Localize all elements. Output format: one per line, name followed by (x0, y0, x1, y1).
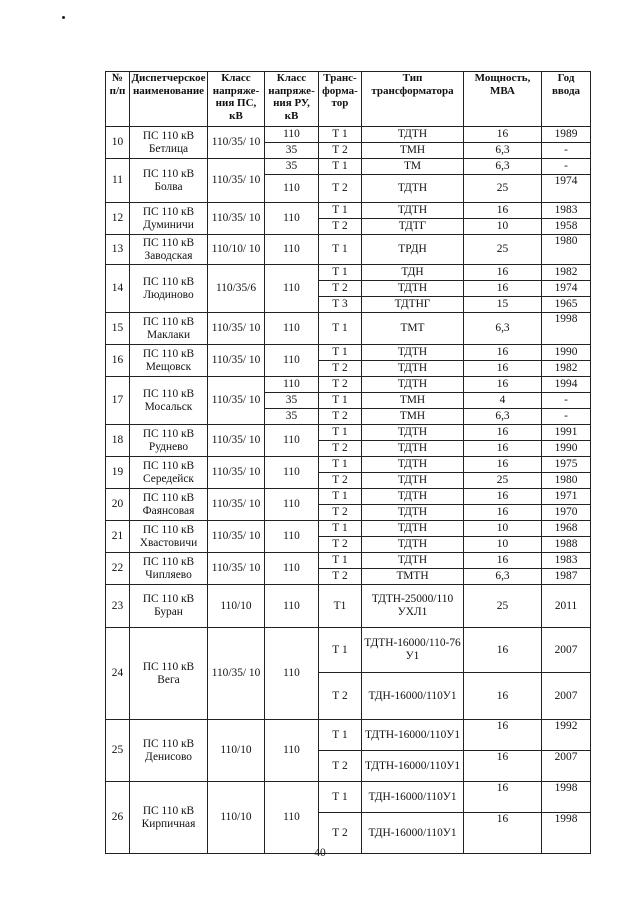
year: 1974 (542, 281, 591, 297)
substation-name: ПС 110 кВ Кирпичная (130, 782, 208, 854)
year: 2011 (542, 585, 591, 628)
transformer-type: ТДН-16000/110У1 (362, 813, 464, 854)
substation-name: ПС 110 кВ Середейск (130, 457, 208, 489)
ps-voltage: 110/35/ 10 (208, 377, 265, 425)
substation-name: ПС 110 кВ Чипляево (130, 553, 208, 585)
power: 16 (464, 377, 542, 393)
transformer: Т 2 (319, 281, 362, 297)
table-row (106, 553, 591, 569)
transformer: Т 1 (319, 345, 362, 361)
power: 15 (464, 297, 542, 313)
power: 25 (464, 473, 542, 489)
transformer: Т 2 (319, 175, 362, 203)
header-transformer: Транс-форма-тор (319, 72, 362, 127)
row-num: 12 (106, 203, 130, 235)
power: 10 (464, 521, 542, 537)
substation-name: ПС 110 кВ Думиничи (130, 203, 208, 235)
year: 1980 (542, 473, 591, 489)
power: 4 (464, 393, 542, 409)
power: 16 (464, 265, 542, 281)
ru-voltage: 110 (265, 175, 319, 203)
transformer: Т 1 (319, 457, 362, 473)
year: 1980 (542, 235, 591, 265)
year: 1989 (542, 127, 591, 143)
power: 16 (464, 441, 542, 457)
transformer: Т 1 (319, 393, 362, 409)
year: 2007 (542, 673, 591, 720)
year: 1983 (542, 203, 591, 219)
ru-voltage: 110 (265, 521, 319, 553)
ps-voltage: 110/35/ 10 (208, 489, 265, 521)
ps-voltage: 110/10/ 10 (208, 235, 265, 265)
power: 6,3 (464, 159, 542, 175)
year: 1975 (542, 457, 591, 473)
transformer: Т 1 (319, 425, 362, 441)
header-name: Диспетчерское наименование (130, 72, 208, 127)
transformer-type: ТМТ (362, 313, 464, 345)
row-num: 16 (106, 345, 130, 377)
transformer: Т 1 (319, 553, 362, 569)
transformer: Т 1 (319, 628, 362, 673)
transformer-type: ТДТН (362, 175, 464, 203)
substation-name: ПС 110 кВ Болва (130, 159, 208, 203)
row-num: 13 (106, 235, 130, 265)
transformer: Т 1 (319, 235, 362, 265)
substation-name: ПС 110 кВ Бетлица (130, 127, 208, 159)
table-row (106, 457, 591, 473)
transformer-type: ТДТН-16000/110У1 (362, 751, 464, 782)
ru-voltage: 35 (265, 159, 319, 175)
transformer-type: ТДТН (362, 553, 464, 569)
substation-name: ПС 110 кВ Денисово (130, 720, 208, 782)
table-row (106, 265, 591, 281)
substation-name: ПС 110 кВ Маклаки (130, 313, 208, 345)
substation-name: ПС 110 кВ Заводская (130, 235, 208, 265)
transformer-type: ТДТН-16000/110-76 У1 (362, 628, 464, 673)
ru-voltage: 110 (265, 585, 319, 628)
transformer: Т 2 (319, 751, 362, 782)
year: 1991 (542, 425, 591, 441)
power: 16 (464, 457, 542, 473)
substation-name: ПС 110 кВ Буран (130, 585, 208, 628)
table-row (106, 377, 591, 393)
power: 25 (464, 235, 542, 265)
row-num: 23 (106, 585, 130, 628)
ps-voltage: 110/35/6 (208, 265, 265, 313)
transformer-type: ТДТН (362, 361, 464, 377)
year: 1992 (542, 720, 591, 751)
row-num: 17 (106, 377, 130, 425)
power: 16 (464, 489, 542, 505)
year: 1982 (542, 361, 591, 377)
transformer-type: ТРДН (362, 235, 464, 265)
row-num: 22 (106, 553, 130, 585)
substation-name: ПС 110 кВ Мосальск (130, 377, 208, 425)
power: 10 (464, 219, 542, 235)
table-row (106, 159, 591, 175)
table-row (106, 345, 591, 361)
header-num: № п/п (106, 72, 130, 127)
transformer: Т 2 (319, 473, 362, 489)
power: 16 (464, 127, 542, 143)
page-number: 40 (314, 847, 326, 859)
transformer: Т 1 (319, 720, 362, 751)
year: - (542, 143, 591, 159)
year: 1983 (542, 553, 591, 569)
transformer-type: ТДТН (362, 203, 464, 219)
ps-voltage: 110/35/ 10 (208, 425, 265, 457)
transformer: Т 2 (319, 441, 362, 457)
power: 16 (464, 720, 542, 751)
ps-voltage: 110/35/ 10 (208, 521, 265, 553)
table-row (106, 628, 591, 673)
transformer: Т 2 (319, 219, 362, 235)
transformer-type: ТДТГ (362, 219, 464, 235)
transformer: Т 1 (319, 265, 362, 281)
table-row (106, 720, 591, 751)
year: 1974 (542, 175, 591, 203)
year: 1990 (542, 345, 591, 361)
transformer: Т 1 (319, 159, 362, 175)
ru-voltage: 110 (265, 720, 319, 782)
year: 1982 (542, 265, 591, 281)
transformer: Т 1 (319, 521, 362, 537)
transformer-type: ТДТН (362, 441, 464, 457)
transformer-type: ТДТН (362, 425, 464, 441)
row-num: 24 (106, 628, 130, 720)
ps-voltage: 110/35/ 10 (208, 345, 265, 377)
transformer-type: ТДТН (362, 489, 464, 505)
power: 6,3 (464, 143, 542, 159)
transformer-type: ТМН (362, 409, 464, 425)
substation-name: ПС 110 кВ Вега (130, 628, 208, 720)
ru-voltage: 110 (265, 345, 319, 377)
substation-name: ПС 110 кВ Фаянсовая (130, 489, 208, 521)
power: 16 (464, 553, 542, 569)
substation-name: ПС 110 кВ Мещовск (130, 345, 208, 377)
year: 1958 (542, 219, 591, 235)
ru-voltage: 110 (265, 235, 319, 265)
year: 1971 (542, 489, 591, 505)
transformer: Т 2 (319, 673, 362, 720)
year: 1987 (542, 569, 591, 585)
transformer-type: ТДТН (362, 537, 464, 553)
transformer: Т 1 (319, 203, 362, 219)
transformer-type: ТДТН (362, 473, 464, 489)
year: 1994 (542, 377, 591, 393)
ru-voltage: 110 (265, 313, 319, 345)
transformer-type: ТМ (362, 159, 464, 175)
ps-voltage: 110/35/ 10 (208, 553, 265, 585)
scan-dot (62, 16, 65, 19)
ps-voltage: 110/35/ 10 (208, 313, 265, 345)
power: 16 (464, 345, 542, 361)
power: 10 (464, 537, 542, 553)
ru-voltage: 110 (265, 457, 319, 489)
transformer: Т 2 (319, 569, 362, 585)
transformer: Т 2 (319, 409, 362, 425)
power: 16 (464, 505, 542, 521)
transformer-type: ТДТН (362, 457, 464, 473)
power: 16 (464, 203, 542, 219)
row-num: 25 (106, 720, 130, 782)
power: 25 (464, 175, 542, 203)
power: 6,3 (464, 313, 542, 345)
transformer: Т 2 (319, 505, 362, 521)
ru-voltage: 110 (265, 265, 319, 313)
year: - (542, 409, 591, 425)
year: 1970 (542, 505, 591, 521)
transformer-type: ТДН (362, 265, 464, 281)
ps-voltage: 110/35/ 10 (208, 203, 265, 235)
transformer: Т 2 (319, 813, 362, 854)
ps-voltage: 110/10 (208, 585, 265, 628)
power: 16 (464, 782, 542, 813)
transformer: Т 1 (319, 127, 362, 143)
header-row (106, 72, 591, 127)
transformer: Т 2 (319, 377, 362, 393)
ru-voltage: 35 (265, 409, 319, 425)
row-num: 11 (106, 159, 130, 203)
transformer-type: ТМН (362, 393, 464, 409)
table-row (106, 489, 591, 505)
year: 2007 (542, 628, 591, 673)
ps-voltage: 110/10 (208, 720, 265, 782)
ru-voltage: 110 (265, 425, 319, 457)
year: 1998 (542, 313, 591, 345)
transformer-type: ТДТН (362, 127, 464, 143)
power: 16 (464, 628, 542, 673)
ps-voltage: 110/10 (208, 782, 265, 854)
ru-voltage: 110 (265, 782, 319, 854)
header-type: Тип трансформатора (362, 72, 464, 127)
year: 1968 (542, 521, 591, 537)
year: 1998 (542, 782, 591, 813)
transformer: Т 1 (319, 313, 362, 345)
year: 1988 (542, 537, 591, 553)
substation-table (105, 71, 591, 854)
transformer: Т 1 (319, 489, 362, 505)
transformer: Т 3 (319, 297, 362, 313)
year: - (542, 159, 591, 175)
power: 16 (464, 281, 542, 297)
ps-voltage: 110/35/ 10 (208, 457, 265, 489)
year: 1965 (542, 297, 591, 313)
transformer-type: ТДН-16000/110У1 (362, 782, 464, 813)
transformer-type: ТДН-16000/110У1 (362, 673, 464, 720)
transformer: Т 1 (319, 782, 362, 813)
ps-voltage: 110/35/ 10 (208, 159, 265, 203)
header-year: Год ввода (542, 72, 591, 127)
transformer: Т 2 (319, 361, 362, 377)
transformer-type: ТДТН-25000/110 УХЛ1 (362, 585, 464, 628)
ru-voltage: 35 (265, 143, 319, 159)
transformer-type: ТДТН (362, 345, 464, 361)
year: - (542, 393, 591, 409)
ps-voltage: 110/35/ 10 (208, 127, 265, 159)
transformer: Т1 (319, 585, 362, 628)
header-ru-voltage: Класс напряже-ния РУ, кВ (265, 72, 319, 127)
substation-name: ПС 110 кВ Людиново (130, 265, 208, 313)
transformer-type: ТДТН (362, 521, 464, 537)
ru-voltage: 110 (265, 553, 319, 585)
table-row (106, 235, 591, 265)
power: 16 (464, 751, 542, 782)
substation-name: ПС 110 кВ Руднево (130, 425, 208, 457)
transformer: Т 2 (319, 537, 362, 553)
row-num: 15 (106, 313, 130, 345)
power: 16 (464, 813, 542, 854)
power: 6,3 (464, 409, 542, 425)
table-row (106, 203, 591, 219)
row-num: 18 (106, 425, 130, 457)
row-num: 26 (106, 782, 130, 854)
transformer-type: ТДТН (362, 505, 464, 521)
ru-voltage: 110 (265, 628, 319, 720)
row-num: 19 (106, 457, 130, 489)
ru-voltage: 110 (265, 489, 319, 521)
power: 16 (464, 361, 542, 377)
year: 1990 (542, 441, 591, 457)
table-row (106, 521, 591, 537)
year: 2007 (542, 751, 591, 782)
table-row (106, 782, 591, 813)
power: 16 (464, 425, 542, 441)
ru-voltage: 110 (265, 377, 319, 393)
header-ps-voltage: Класс напряже-ния ПС, кВ (208, 72, 265, 127)
table-row (106, 585, 591, 628)
table-row (106, 127, 591, 143)
power: 25 (464, 585, 542, 628)
table-row (106, 313, 591, 345)
transformer-type: ТМТН (362, 569, 464, 585)
ru-voltage: 110 (265, 203, 319, 235)
transformer: Т 2 (319, 143, 362, 159)
ru-voltage: 35 (265, 393, 319, 409)
ru-voltage: 110 (265, 127, 319, 143)
transformer-type: ТДТН-16000/110У1 (362, 720, 464, 751)
year: 1998 (542, 813, 591, 854)
table-row (106, 425, 591, 441)
transformer-type: ТМН (362, 143, 464, 159)
transformer-type: ТДТН (362, 377, 464, 393)
power: 6,3 (464, 569, 542, 585)
row-num: 14 (106, 265, 130, 313)
power: 16 (464, 673, 542, 720)
transformer-type: ТДТН (362, 281, 464, 297)
substation-name: ПС 110 кВ Хвастовичи (130, 521, 208, 553)
row-num: 10 (106, 127, 130, 159)
ps-voltage: 110/35/ 10 (208, 628, 265, 720)
transformer-type: ТДТНГ (362, 297, 464, 313)
header-power: Мощность, МВА (464, 72, 542, 127)
row-num: 20 (106, 489, 130, 521)
row-num: 21 (106, 521, 130, 553)
